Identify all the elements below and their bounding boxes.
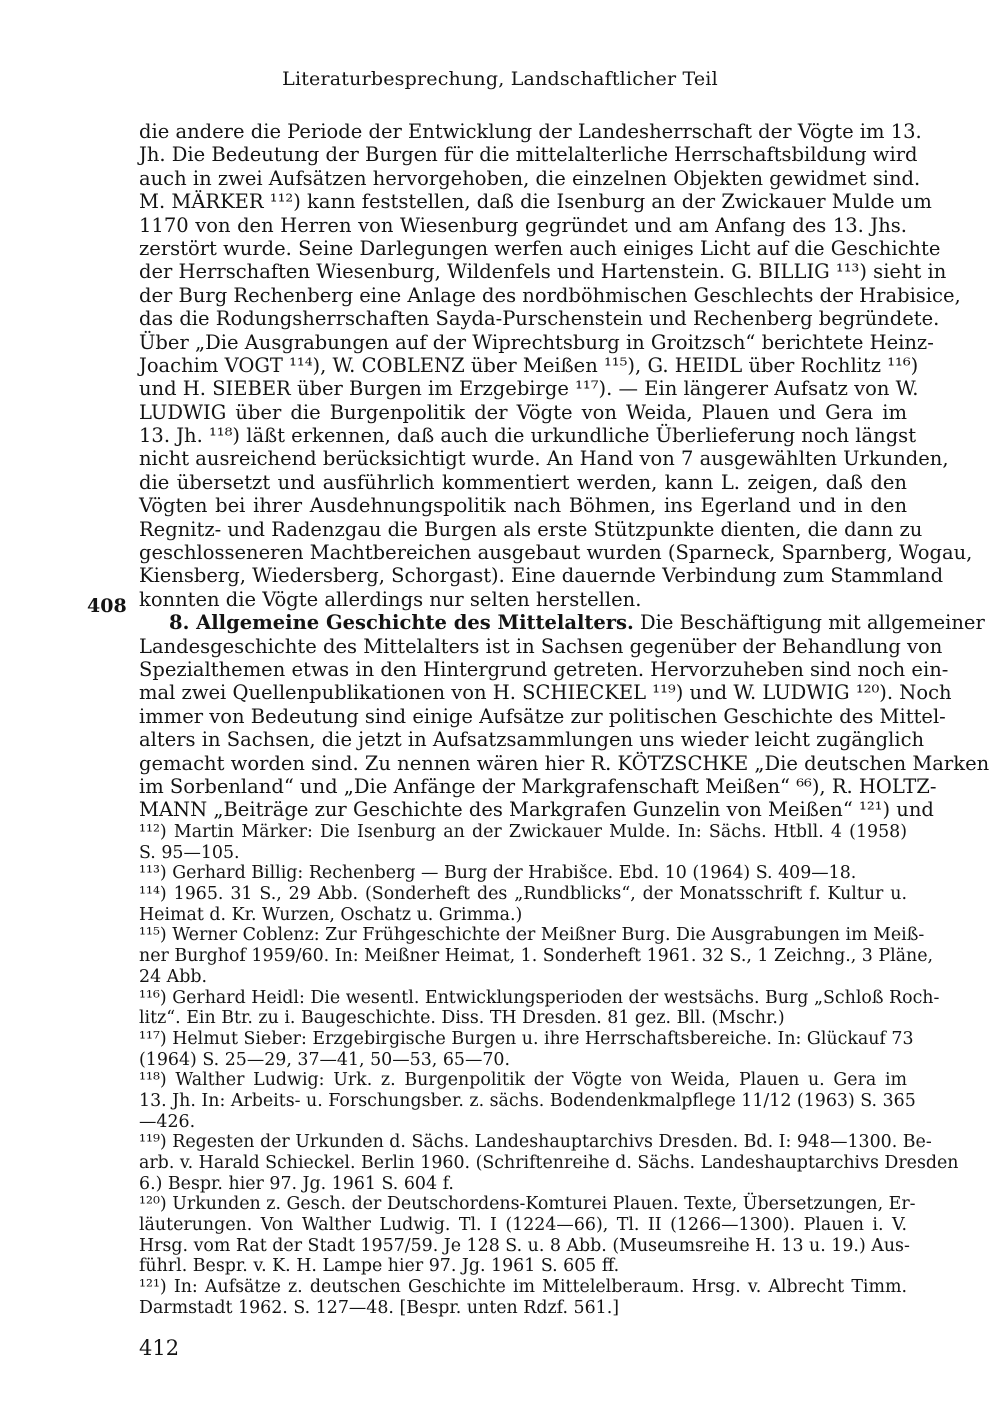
text-line: der Burg Rechenberg eine Anlage des nordböhmischen Geschlechts der Hrabisice, xyxy=(139,283,961,307)
footnote-line: S. 95—105. xyxy=(139,842,240,863)
text-line: immer von Bedeutung sind einige Aufsätze zur politischen Geschichte des Mittel- xyxy=(139,704,946,728)
section-first-line xyxy=(139,611,985,635)
main-text xyxy=(139,120,990,822)
footnote-line: ¹¹³) Gerhard Billig: Rechenberg — Burg der Hrabišce. Ebd. 10 (1964) S. 409—18. xyxy=(139,863,857,884)
text-line: Vögten bei ihrer Ausdehnungspolitik nach Böhmen, ins Egerland und in den xyxy=(139,494,907,518)
margin-paragraph-number: 408 xyxy=(87,595,127,617)
text-line: MANN „Beiträge zur Geschichte des Markgrafen Gunzelin von Meißen“ ¹²¹) und xyxy=(139,798,934,822)
text-line: auch in zwei Aufsätzen hervorgehoben, die einzelnen Objekten gewidmet sind. xyxy=(139,166,921,190)
footnote-line: ner Burghof 1959/60. In: Meißner Heimat, 1. Sonderheft 1961. 32 S., 1 Zeichng., 3 Pläne, xyxy=(139,946,934,967)
section-heading: 8. Allgemeine Geschichte des Mittelalters. xyxy=(169,611,634,635)
footnote-line: ¹²¹) In: Aufsätze z. deutschen Geschichte im Mittelelberaum. Hrsg. v. Albrecht Timm. xyxy=(139,1277,907,1298)
text-line: Kiensberg, Wiedersberg, Schorgast). Eine dauernde Verbindung zum Stammland xyxy=(139,564,944,588)
text-line: Landesgeschichte des Mittelalters ist in Sachsen gegenüber der Behandlung von xyxy=(139,634,943,658)
body-paragraph xyxy=(139,120,973,611)
footnote-line: arb. v. Harald Schieckel. Berlin 1960. (Schriftenreihe d. Sächs. Landeshauptarchivs Dresden xyxy=(139,1153,959,1173)
text-line: 1170 von den Herren von Wiesenburg gegründet und am Anfang des 13. Jhs. xyxy=(139,213,907,237)
section-first-line-text: Die Beschäftigung mit allgemeiner xyxy=(633,611,985,635)
text-line: Joachim VOGT ¹¹⁴), W. COBLENZ über Meißen ¹¹⁵), G. HEIDL über Rochlitz ¹¹⁶) xyxy=(139,353,919,377)
text-line: im Sorbenland“ und „Die Anfänge der Markgrafenschaft Meißen“ ⁶⁶), R. HOLTZ- xyxy=(139,774,937,798)
text-line: Jh. Die Bedeutung der Burgen für die mittelalterliche Herrschaftsbildung wird xyxy=(139,143,918,167)
footnote-line: 24 Abb. xyxy=(139,966,208,987)
text-line: gemacht worden sind. Zu nennen wären hier R. KÖTZSCHKE „Die deutschen Marken xyxy=(139,751,990,775)
text-line: Regnitz- und Radenzgau die Burgen als erste Stützpunkte dienten, die dann zu xyxy=(139,517,923,541)
footnote-line: ¹¹⁸) Walther Ludwig: Urk. z. Burgenpolitik der Vögte von Weida, Plauen u. Gera im xyxy=(139,1070,907,1091)
footnote-line: (1964) S. 25—29, 37—41, 50—53, 65—70. xyxy=(139,1049,510,1070)
section-paragraph xyxy=(139,611,990,822)
footnote-line: Darmstadt 1962. S. 127—48. [Bespr. unten Rdzf. 561.] xyxy=(139,1297,620,1318)
text-line: und H. SIEBER über Burgen im Erzgebirge ¹¹⁷). — Ein längerer Aufsatz von W. xyxy=(139,377,919,401)
footnote-line: ¹¹⁹) Regesten der Urkunden d. Sächs. Landeshauptarchivs Dresden. Bd. I: 948—1300. Be- xyxy=(139,1132,932,1153)
text-line: mal zwei Quellenpublikationen von H. SCHIECKEL ¹¹⁹) und W. LUDWIG ¹²⁰). Noch xyxy=(139,681,952,705)
footnote-line: 13. Jh. In: Arbeits- u. Forschungsber. z. sächs. Bodendenkmalpflege 11/12 (1963) S. 365 xyxy=(139,1090,916,1111)
footnote-line: Heimat d. Kr. Wurzen, Oschatz u. Grimma.) xyxy=(139,904,523,925)
footnote-line: litz“. Ein Btr. zu i. Baugeschichte. Diss. TH Dresden. 81 gez. Bll. (Mschr.) xyxy=(139,1008,785,1029)
text-line: alters in Sachsen, die jetzt in Aufsatzsammlungen uns wieder leicht zugänglich xyxy=(139,728,925,752)
footnote-line: ¹¹²) Martin Märker: Die Isenburg an der Zwickauer Mulde. In: Sächs. Htbll. 4 (1958) xyxy=(139,822,907,842)
running-header: Literaturbesprechung, Landschaftlicher Teil xyxy=(282,68,718,90)
footnote-line: —426. xyxy=(139,1111,196,1132)
footnote-line: 6.) Bespr. hier 97. Jg. 1961 S. 604 f. xyxy=(139,1173,454,1194)
text-line: 13. Jh. ¹¹⁸) läßt erkennen, daß auch die urkundliche Überlieferung noch längst xyxy=(139,424,917,448)
page-number: 412 xyxy=(139,1336,180,1360)
text-line: konnten die Vögte allerdings nur selten herstellen. xyxy=(139,587,642,611)
footnote-line: ¹²⁰) Urkunden z. Gesch. der Deutschordens-Komturei Plauen. Texte, Übersetzungen, Er- xyxy=(139,1194,916,1215)
text-line: Spezialthemen etwas in den Hintergrund getreten. Hervorzuheben sind noch ein- xyxy=(139,657,949,681)
footnote-line: ¹¹⁷) Helmut Sieber: Erzgebirgische Burgen u. ihre Herrschaftsbereiche. In: Glückauf 73 xyxy=(139,1028,914,1049)
footnote-line: ¹¹⁵) Werner Coblenz: Zur Frühgeschichte der Meißner Burg. Die Ausgrabungen im Meiß- xyxy=(139,925,925,946)
text-line: die übersetzt und ausführlich kommentiert werden, kann L. zeigen, daß den xyxy=(139,470,907,494)
footnote-line: Hrsg. vom Rat der Stadt 1957/59. Je 128 S. u. 8 Abb. (Museumsreihe H. 13 u. 19.) Aus- xyxy=(139,1235,910,1256)
text-line: die andere die Periode der Entwicklung der Landesherrschaft der Vögte im 13. xyxy=(139,120,922,143)
text-line: nicht ausreichend berücksichtigt wurde. An Hand von 7 ausgewählten Urkunden, xyxy=(139,447,949,471)
footnote-line: ¹¹⁶) Gerhard Heidl: Die wesentl. Entwicklungsperioden der westsächs. Burg „Schloß Roch- xyxy=(139,987,940,1008)
text-line: der Herrschaften Wiesenburg, Wildenfels und Hartenstein. G. BILLIG ¹¹³) sieht in xyxy=(139,260,947,284)
text-line: geschlosseneren Machtbereichen ausgebaut wurden (Sparneck, Sparnberg, Wogau, xyxy=(139,541,973,565)
footnote-line: ¹¹⁴) 1965. 31 S., 29 Abb. (Sonderheft des „Rundblicks“, der Monatsschrift f. Kultur u. xyxy=(139,884,907,905)
text-line: LUDWIG über die Burgenpolitik der Vögte von Weida, Plauen und Gera im xyxy=(139,400,907,424)
text-line: Über „Die Ausgrabungen auf der Wiprechtsburg in Groitzsch“ berichtete Heinz- xyxy=(139,330,934,354)
footnote-line: läuterungen. Von Walther Ludwig. Tl. I (1224—66), Tl. II (1266—1300). Plauen i. V. xyxy=(139,1215,907,1236)
footnote-line: führl. Bespr. v. K. H. Lampe hier 97. Jg. 1961 S. 605 ff. xyxy=(139,1256,620,1277)
text-line: M. MÄRKER ¹¹²) kann feststellen, daß die Isenburg an der Zwickauer Mulde um xyxy=(139,190,932,214)
text-line: das die Rodungsherrschaften Sayda-Purschenstein und Rechenberg begründete. xyxy=(139,307,940,331)
text-line: zerstört wurde. Seine Darlegungen werfen auch einiges Licht auf die Geschichte xyxy=(139,236,941,260)
footnotes xyxy=(139,822,959,1319)
